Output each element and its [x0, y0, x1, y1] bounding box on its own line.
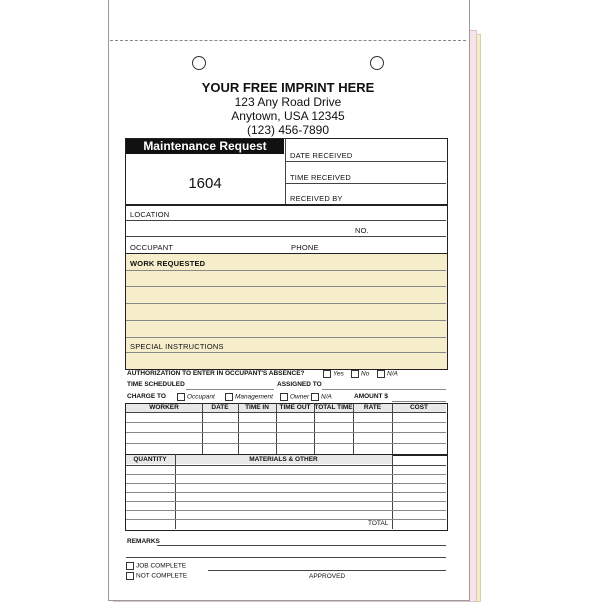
assigned-to-line	[322, 389, 446, 390]
time-scheduled-label: TIME SCHEDULED	[127, 381, 185, 388]
auth-yes-checkbox[interactable]	[323, 370, 331, 378]
charge-management-text: Management	[235, 393, 273, 401]
labor-header-cost: COST	[409, 404, 429, 411]
time-received-label: TIME RECEIVED	[290, 173, 351, 182]
labor-header-time-in: TIME IN	[245, 404, 269, 411]
auth-no-checkbox[interactable]	[351, 370, 359, 378]
labor-col-divider-2	[238, 403, 239, 454]
work-requested-label: WORK REQUESTED	[130, 259, 206, 268]
binding-hole-left	[192, 56, 206, 70]
date-received-label: DATE RECEIVED	[290, 151, 353, 160]
location-box	[125, 204, 448, 254]
labor-header-date: DATE	[211, 404, 229, 411]
labor-row-line-2	[126, 432, 446, 433]
auth-na-checkbox[interactable]	[377, 370, 385, 378]
amount-line	[392, 401, 446, 402]
materials-row-line-2	[126, 483, 446, 484]
auth-no-option[interactable]	[351, 370, 369, 378]
authorization-label: AUTHORIZATION TO ENTER IN OCCUPANT'S ABSENCE?	[127, 370, 305, 377]
approved-signature-line	[208, 570, 446, 571]
header-divider	[285, 138, 286, 204]
total-label: TOTAL	[368, 520, 389, 527]
labor-header-rate: RATE	[363, 404, 382, 411]
not-complete-text: NOT COMPLETE	[136, 572, 188, 580]
work-line-3	[126, 303, 446, 304]
approved-label: APPROVED	[309, 573, 346, 580]
charge-owner-checkbox[interactable]	[280, 393, 288, 401]
not-complete-checkbox[interactable]	[126, 572, 134, 580]
materials-row-line-3	[126, 492, 446, 493]
not-complete-option[interactable]	[126, 572, 187, 580]
no-line	[126, 236, 446, 237]
imprint-title: YOUR FREE IMPRINT HERE	[201, 80, 375, 95]
received-by-label: RECEIVED BY	[290, 194, 343, 203]
charge-management-option[interactable]	[225, 393, 273, 401]
labor-col-divider-1	[202, 403, 203, 454]
perforation-line	[110, 40, 466, 41]
remarks-line-2	[126, 557, 446, 558]
location-label: LOCATION	[130, 210, 170, 219]
materials-row-line-4	[126, 501, 446, 502]
binding-hole-right	[370, 56, 384, 70]
phone-label: PHONE	[291, 243, 319, 252]
charge-na-option[interactable]	[311, 393, 332, 401]
labor-header-time-out: TIME OUT	[279, 404, 311, 411]
materials-row-line-5	[126, 510, 446, 511]
charge-management-checkbox[interactable]	[225, 393, 233, 401]
labor-header-total-time: TOTAL TIME	[314, 404, 353, 411]
labor-col-divider-3	[276, 403, 277, 454]
special-instructions-label: SPECIAL INSTRUCTIONS	[130, 342, 224, 351]
auth-no-text: No	[361, 370, 370, 378]
auth-yes-option[interactable]	[323, 370, 344, 378]
work-line-2	[126, 286, 446, 287]
location-line	[126, 220, 446, 221]
auth-na-option[interactable]	[377, 370, 398, 378]
labor-header-worker: WORKER	[149, 404, 179, 411]
work-line-1	[126, 270, 446, 271]
auth-na-text: N/A	[387, 370, 398, 378]
form-number: 1604	[188, 175, 222, 192]
materials-row-line-6	[126, 519, 446, 520]
materials-row-line-1	[126, 474, 446, 475]
special-line	[126, 352, 446, 353]
work-line-4	[126, 320, 446, 321]
charge-owner-text: Owner	[290, 393, 310, 401]
imprint-city: Anytown, USA 12345	[231, 109, 345, 123]
time-received-line	[286, 183, 446, 184]
imprint-block	[108, 80, 468, 137]
imprint-address: 123 Any Road Drive	[234, 95, 342, 109]
materials-header-line	[126, 465, 446, 466]
materials-header-materials: MATERIALS & OTHER	[249, 456, 318, 463]
charge-na-checkbox[interactable]	[311, 393, 319, 401]
amount-label: AMOUNT $	[354, 393, 388, 400]
remarks-label: REMARKS	[127, 538, 160, 545]
job-complete-checkbox[interactable]	[126, 562, 134, 570]
imprint-phone: (123) 456-7890	[246, 123, 330, 137]
form-title: Maintenance Request	[126, 139, 284, 154]
time-scheduled-line	[186, 389, 274, 390]
labor-row-line-3	[126, 443, 446, 444]
labor-row-line-1	[126, 422, 446, 423]
labor-header-line	[126, 412, 446, 413]
date-received-line	[286, 161, 446, 162]
charge-to-label: CHARGE TO	[127, 393, 166, 400]
occupant-label: OCCUPANT	[130, 243, 174, 252]
auth-yes-text: Yes	[333, 370, 344, 378]
materials-header-quantity: QUANTITY	[133, 456, 167, 463]
charge-owner-option[interactable]	[280, 393, 309, 401]
work-line-5	[126, 337, 446, 338]
job-complete-text: JOB COMPLETE	[136, 562, 187, 570]
labor-col-divider-5	[353, 403, 354, 454]
charge-na-text: N/A	[321, 393, 332, 401]
charge-occupant-text: Occupant	[187, 393, 215, 401]
assigned-to-label: ASSIGNED TO	[277, 381, 322, 388]
labor-col-divider-4	[314, 403, 315, 454]
charge-occupant-checkbox[interactable]	[177, 393, 185, 401]
charge-occupant-option[interactable]	[177, 393, 215, 401]
remarks-line-1	[157, 545, 446, 546]
job-complete-option[interactable]	[126, 562, 186, 570]
no-label: NO.	[355, 226, 369, 235]
